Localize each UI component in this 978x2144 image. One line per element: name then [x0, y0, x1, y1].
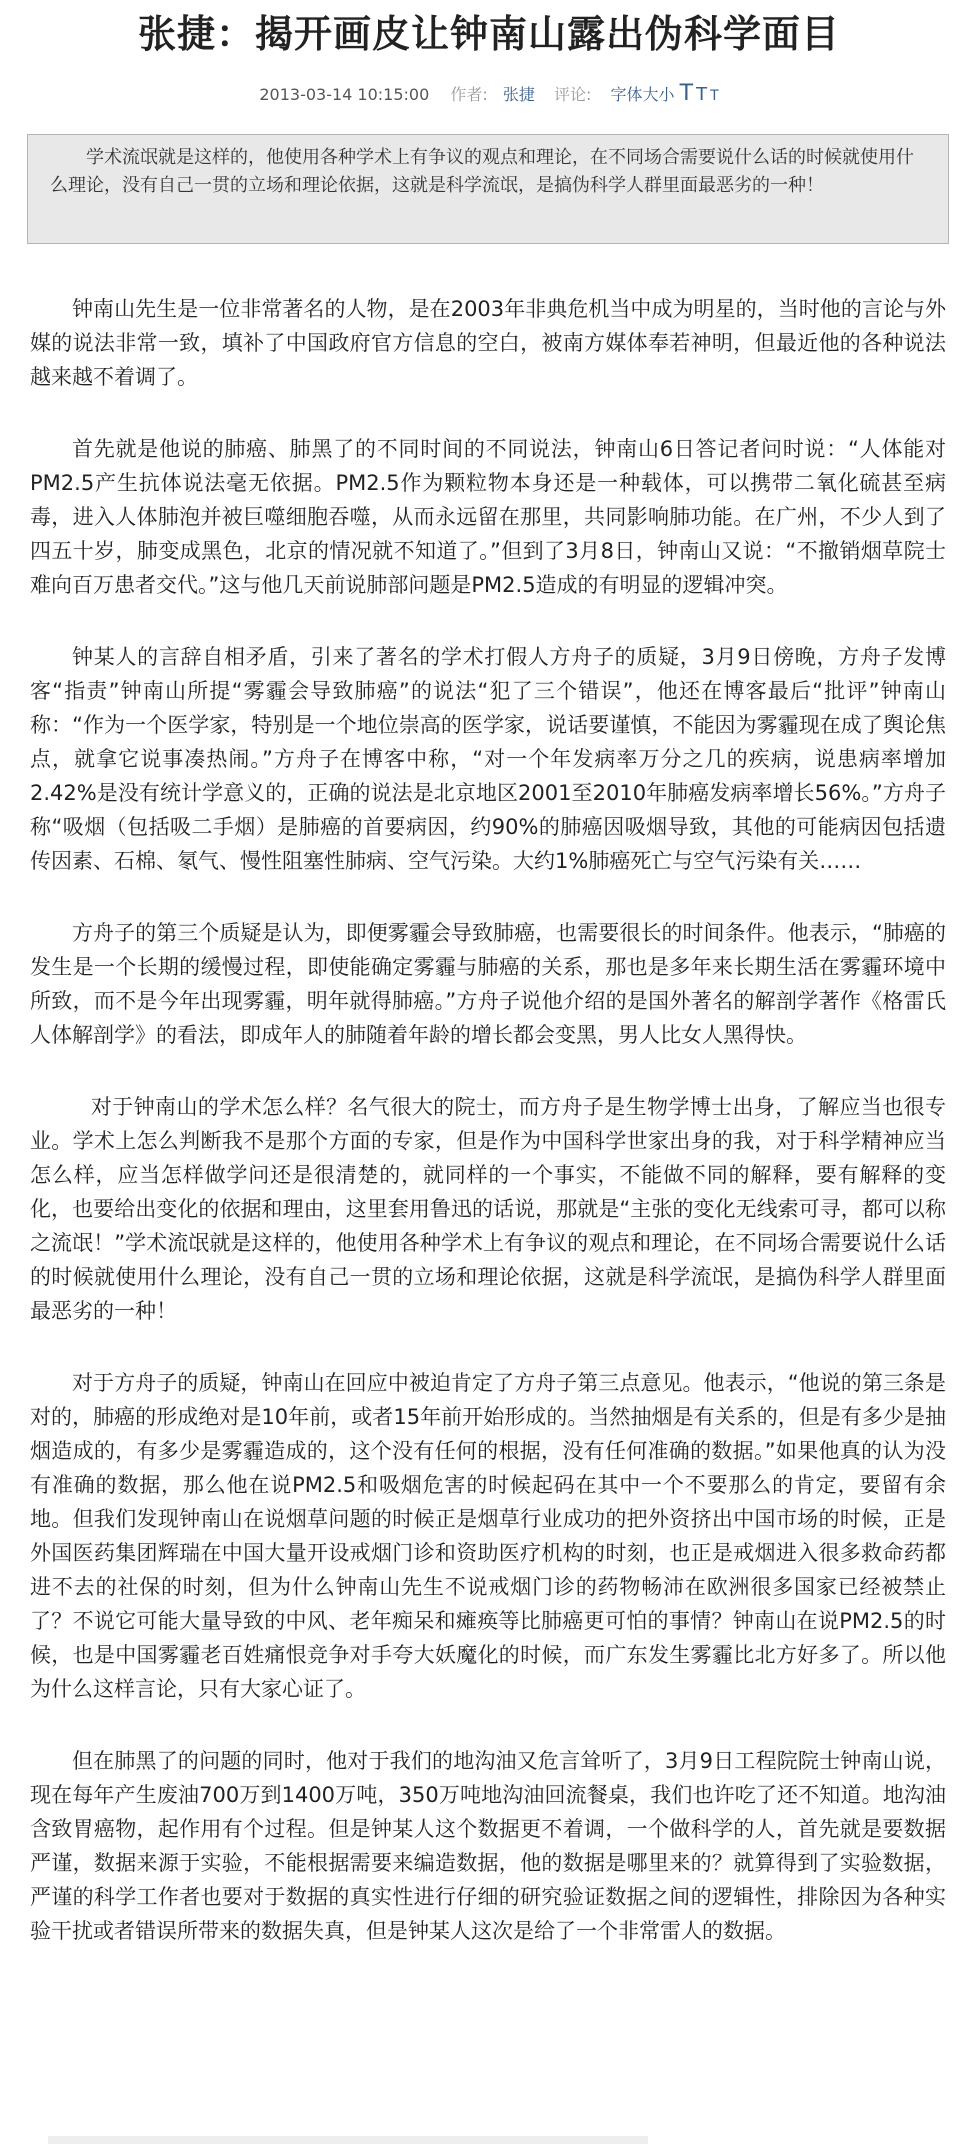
article-title: 张捷：揭开画皮让钟南山露出伪科学面目: [137, 12, 840, 56]
author-link[interactable]: 张捷: [502, 85, 535, 104]
author-label: 作者:: [450, 85, 488, 104]
font-size-medium-button[interactable]: T: [696, 84, 708, 105]
footer-divider: [48, 2136, 648, 2144]
article-body: [30, 292, 946, 1986]
article-paragraph: 首先就是他说的肺癌、肺黑了的不同时间的不同说法，钟南山6日答记者问时说：“人体能对PM2.5产生抗体说法毫无依据。PM2.5作为颗粒物本身还是一种载体，可以携带二氧化硫甚至病毒，进入人体肺泡并被巨噬细胞吞噬，从而永远留在那里，共同影响肺功能。在广州，不少人到了四五十岁，肺变成黑色，北京的情况就不知道了。”但到了3月8日，钟南山又说：“不撤销烟草院士难向百万患者交代。”这与他几天前说肺部问题是PM2.5造成的有明显的逻辑冲突。: [30, 437, 946, 597]
article-paragraph: 对于方舟子的质疑，钟南山在回应中被迫肯定了方舟子第三点意见。他表示，“他说的第三条是对的，肺癌的形成绝对是10年前，或者15年前开始形成的。当然抽烟是有关系的，但是有多少是抽烟造成的，有多少是雾霾造成的，这个没有任何的根据，没有任何准确的数据。”如果他真的认为没有准确的数据，那么他在说PM2.5和吸烟危害的时候起码在其中一个不要那么的肯定，要留有余地。但我们发现钟南山在说烟草问题的时候正是烟草行业成功的把外资挤出中国市场的时候，正是外国医药集团辉瑞在中国大量开设戒烟门诊和资助医疗机构的时刻，也正是戒烟进入很多救命药都进不去的社保的时刻，但为什么钟南山先生不说戒烟门诊的药物畅沛在欧洲很多国家已经被禁止了？不说它可能大量导致的中风、老年痴呆和瘫痪等比肺癌更可怕的事情？钟南山在说PM2.5的时候，也是中国雾霾老百姓痛恨竞争对手夸大妖魔化的时候，而广东发生雾霾比北方好多了。所以他为什么这样言论，只有大家心证了。: [30, 1371, 946, 1701]
comment-label: 评论:: [554, 85, 592, 104]
font-size-large-button[interactable]: T: [679, 81, 694, 106]
article-paragraph: 但在肺黑了的问题的同时，他对于我们的地沟油又危言耸听了，3月9日工程院院士钟南山说，现在每年产生废油700万到1400万吨，350万吨地沟油回流餐桌，我们也许吃了还不知道。地沟油含致胃癌物，起作用有个过程。但是钟某人这个数据更不着调，一个做科学的人，首先就是要数据严谨，数据来源于实验，不能根据需要来编造数据，他的数据是哪里来的？就算得到了实验数据，严谨的科学工作者也要对于数据的真实性进行仔细的研究验证数据之间的逻辑性，排除因为各种实验干扰或者错误所带来的数据失真，但是钟某人这次是给了一个非常雷人的数据。: [30, 1749, 946, 1943]
article-paragraph: 对于钟南山的学术怎么样？名气很大的院士，而方舟子是生物学博士出身，了解应当也很专业。学术上怎么判断我不是那个方面的专家，但是作为中国科学世家出身的我，对于科学精神应当怎么样，应当怎样做学问还是很清楚的，就同样的一个事实，不能做不同的解释，要有解释的变化，也要给出变化的依据和理由，这里套用鲁迅的话说，那就是“主张的变化无线索可寻，都可以称之流氓！”学术流氓就是这样的，他使用各种学术上有争议的观点和理论，在不同场合需要说什么话的时候就使用什么理论，没有自己一贯的立场和理论依据，这就是科学流氓，是搞伪科学人群里面最恶劣的一种！: [30, 1095, 946, 1323]
publish-date: 2013-03-14 10:15:00: [259, 85, 430, 104]
article-meta: [0, 82, 978, 108]
article-paragraph: 钟南山先生是一位非常著名的人物，是在2003年非典危机当中成为明星的，当时他的言论与外媒的说法非常一致，填补了中国政府官方信息的空白，被南方媒体奉若神明，但最近他的各种说法越来越不着调了。: [30, 297, 946, 389]
font-size-small-button[interactable]: T: [710, 88, 719, 104]
article-summary: 学术流氓就是这样的，他使用各种学术上有争议的观点和理论，在不同场合需要说什么话的时候就使用什么理论，没有自己一贯的立场和理论依据，这就是科学流氓，是搞伪科学人群里面最恶劣的一种！: [27, 134, 949, 244]
font-size-label: 字体大小: [610, 85, 675, 104]
article-paragraph: 方舟子的第三个质疑是认为，即便雾霾会导致肺癌，也需要很长的时间条件。他表示，“肺癌的发生是一个长期的缓慢过程，即使能确定雾霾与肺癌的关系，那也是多年来长期生活在雾霾环境中所致，而不是今年出现雾霾，明年就得肺癌。”方舟子说他介绍的是国外著名的解剖学著作《格雷氏人体解剖学》的看法，即成年人的肺随着年龄的增长都会变黑，男人比女人黑得快。: [30, 921, 946, 1047]
article-paragraph: 钟某人的言辞自相矛盾，引来了著名的学术打假人方舟子的质疑，3月9日傍晚，方舟子发博客“指责”钟南山所提“雾霾会导致肺癌”的说法“犯了三个错误”，他还在博客最后“批评”钟南山称：“作为一个医学家，特别是一个地位崇高的医学家，说话要谨慎，不能因为雾霾现在成了舆论焦点，就拿它说事凑热闹。”方舟子在博客中称，“对一个年发病率万分之几的疾病，说患病率增加2.42%是没有统计学意义的，正确的说法是北京地区2001至2010年肺癌发病率增长56%。”方舟子称“吸烟（包括吸二手烟）是肺癌的首要病因，约90%的肺癌因吸烟导致，其他的可能病因包括遗传因素、石棉、氡气、慢性阻塞性肺病、空气污染。大约1%肺癌死亡与空气污染有关……: [30, 645, 946, 873]
